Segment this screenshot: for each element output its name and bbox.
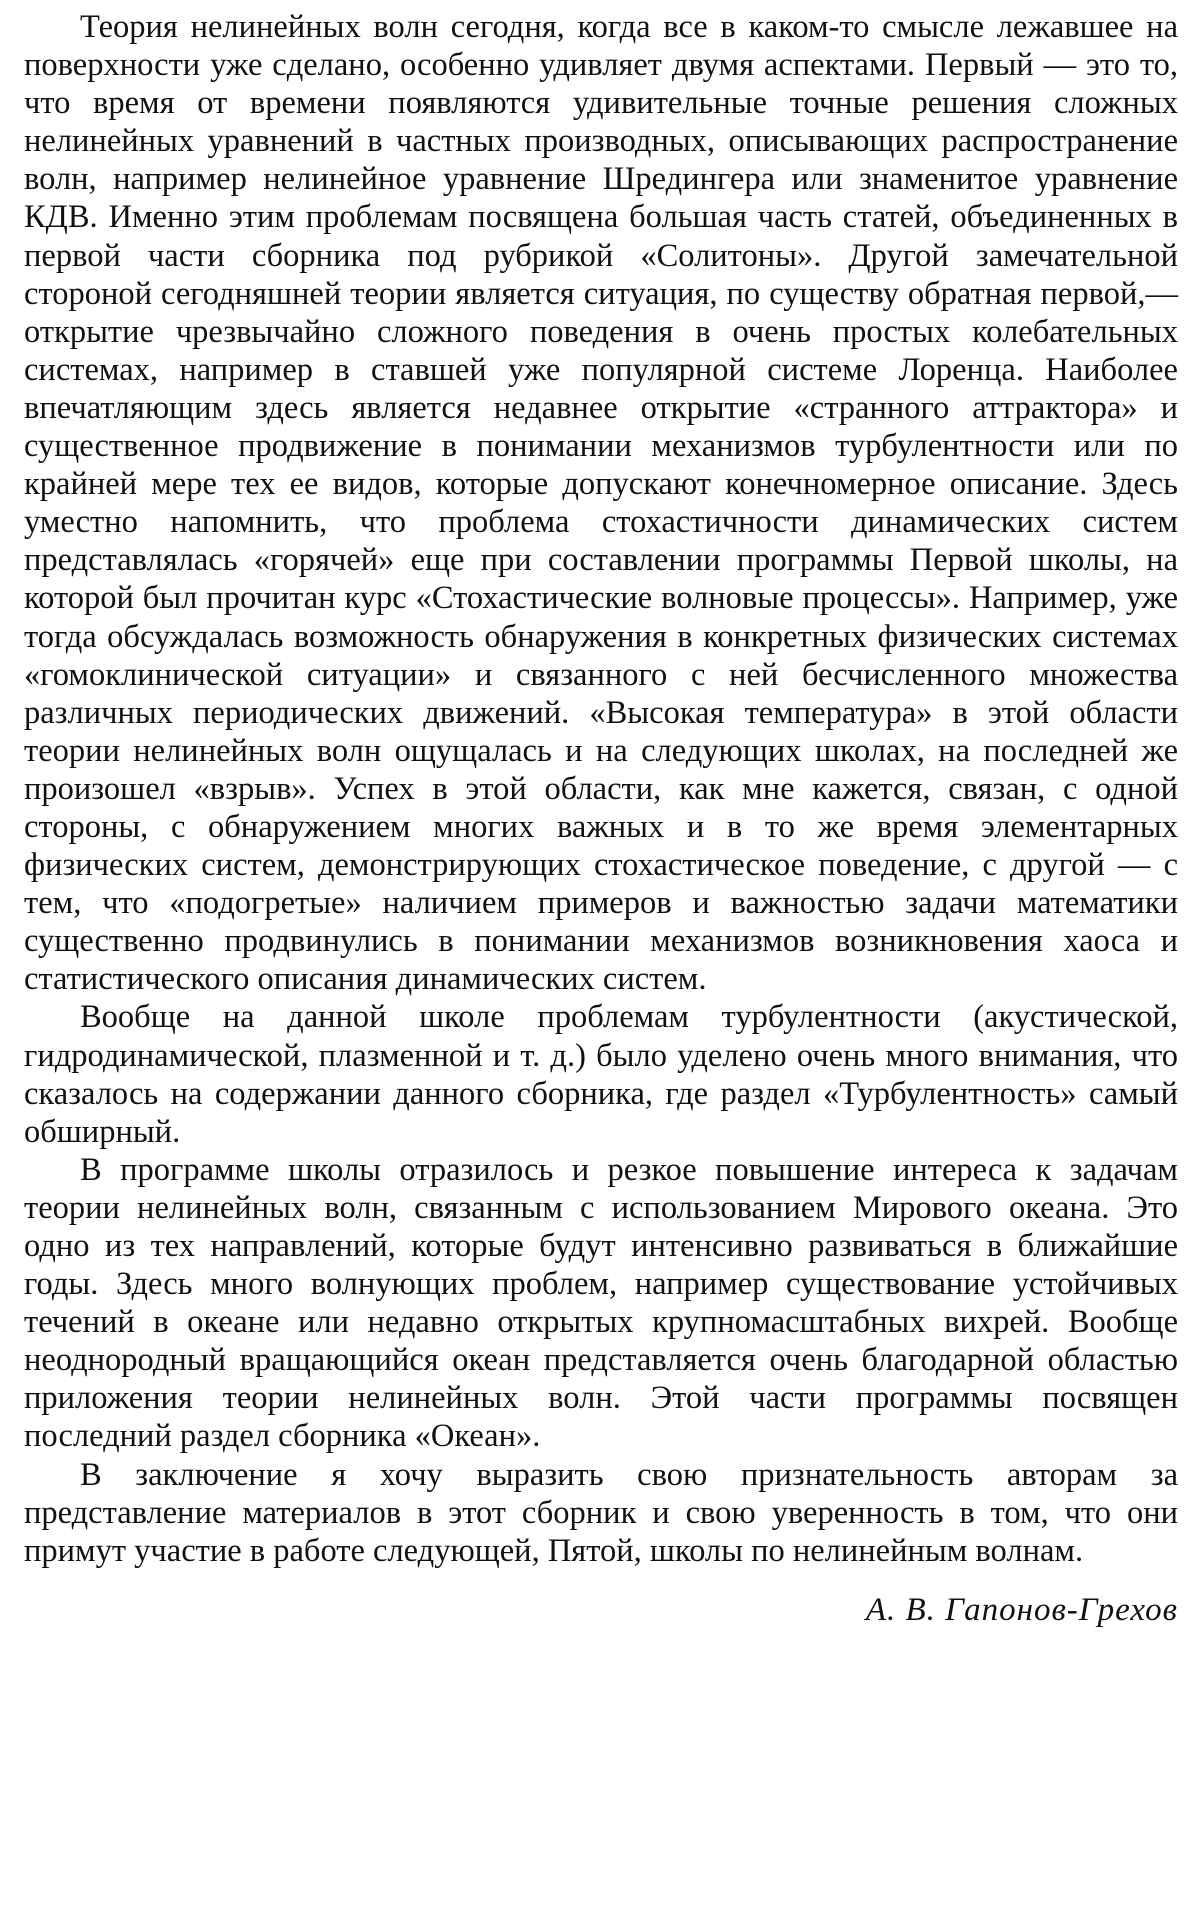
author-signature: А. В. Гапонов-Грехов: [865, 1591, 1178, 1628]
paragraph-1: Теория нелинейных волн сегодня, когда все в каком-то смысле лежавшее на поверхности уже сделано, особенно удивляет двумя аспектами. Первый — это то, что время от времени появляются удивительные точные решения сложных нелинейных уравнений в частных производных, описывающих распространение волн, например нелинейное уравнение Шредингера или знаменитое уравнение КДВ. Именно этим проблемам посвящена большая часть статей, объединенных в первой части сборника под рубрикой «Солитоны». Другой замечательной стороной сегодняшней теории является ситуация, по существу обратная первой,— открытие чрезвычайно сложного поведения в очень простых колебательных системах, например в ставшей уже популярной системе Лоренца. Наиболее впечатляющим здесь является недавнее открытие «странного аттрактора» и существенное продвижение в понимании механизмов турбулентности или по крайней мере тех ее видов, которые допускают конечномерное описание. Здесь уместно напомнить, что проблема стохастичности динамических систем представлялась «горячей» еще при составлении программы Первой школы, на которой был прочитан курс «Стохастические волновые процессы». Например, уже тогда обсуждалась возможность обнаружения в конкретных физических системах «гомоклинической ситуации» и связанного с ней бесчисленного множества различных периодических движений. «Высокая температура» в этой области теории нелинейных волн ощущалась и на следующих школах, на последней же произошел «взрыв». Успех в этой области, как мне кажется, связан, с одной стороны, с обнаружением многих важных и в то же время элементарных физических систем, демонстрирующих стохастическое поведение, с другой — с тем, что «подогретые» наличием примеров и важностью задачи математики существенно продвинулись в понимании механизмов возникновения хаоса и статистического описания динамических систем.: [24, 9, 1178, 998]
paragraph-4: В заключение я хочу выразить свою признательность авторам за представление материалов в этот сборник и свою уверенность в том, что они примут участие в работе следующей, Пятой, школы по нелинейным волнам.: [24, 1456, 1178, 1569]
paragraph-2: Вообще на данной школе проблемам турбулентности (акустической, гидродинамической, плазменной и т. д.) было уделено очень много внимания, что сказалось на содержании данного сборника, где раздел «Турбулентность» самый обширный.: [24, 999, 1178, 1150]
paragraph-3: В программе школы отразилось и резкое повышение интереса к задачам теории нелинейных волн, связанным с использованием Мирового океана. Это одно из тех направлений, которые будут интенсивно развиваться в ближайшие годы. Здесь много волнующих проблем, например существование устойчивых течений в океане или недавно открытых крупномасштабных вихрей. Вообще неоднородный вращающийся океан представляется очень благодарной областью приложения теории нелинейных волн. Этой части программы посвящен последний раздел сборника «Океан».: [24, 1151, 1178, 1455]
document-page: [24, 8, 1178, 1630]
